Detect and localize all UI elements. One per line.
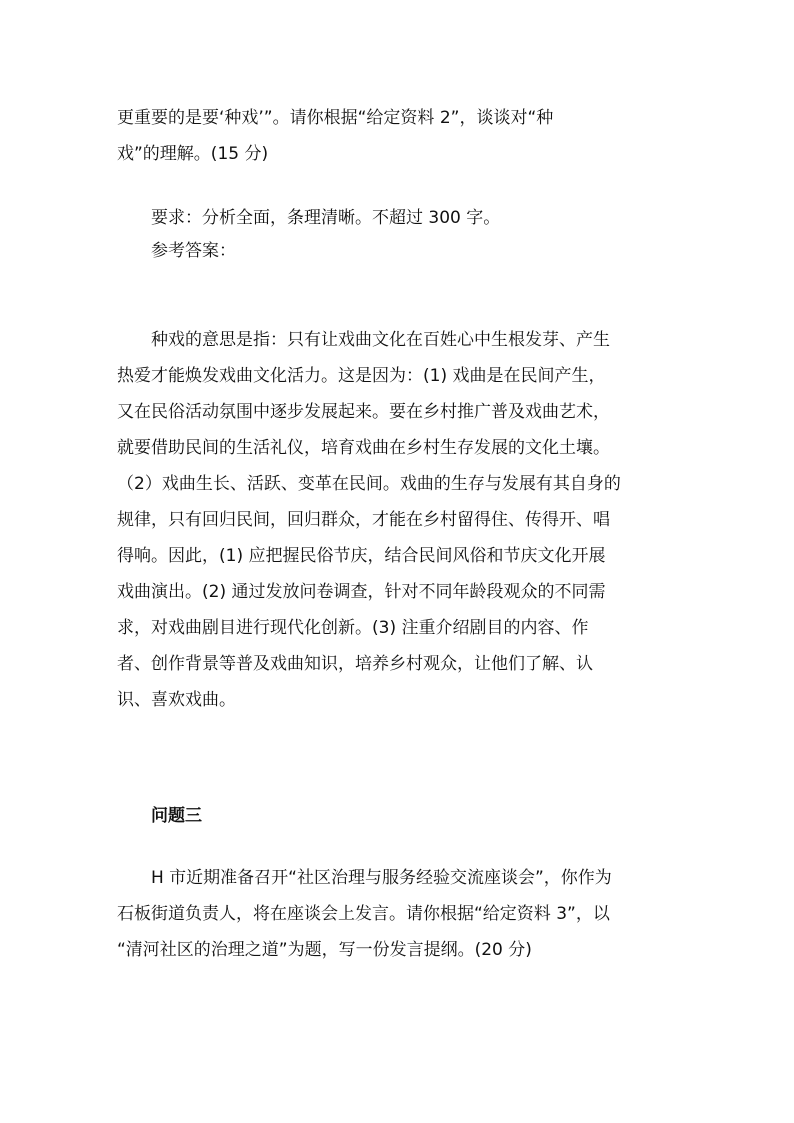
answer-line: 规律，只有回归民间，回归群众，才能在乡村留得住、传得开、唱 <box>117 510 610 530</box>
answer-line: （2）戏曲生长、活跃、变革在民间。戏曲的生存与发展有其自身的 <box>117 474 621 494</box>
answer-line: 又在民俗活动氛围中逐步发展起来。要在乡村推广普及戏曲艺术， <box>117 402 610 422</box>
answer-line: 种戏的意思是指：只有让戏曲文化在百姓心中生根发芽、产生 <box>151 330 610 350</box>
reference-answer-body <box>117 322 679 718</box>
question-two-prompt-line-1: 更重要的是要‘种戏’”。请你根据“给定资料 2”，谈谈对“种 <box>117 108 554 128</box>
question-three-prompt <box>117 860 679 968</box>
question-three-heading-block <box>117 798 679 834</box>
question-two-prompt-line-2: 戏”的理解。(15 分) <box>117 144 269 164</box>
question-two-prompt <box>117 100 679 172</box>
answer-line: 识、喜欢戏曲。 <box>117 690 236 710</box>
question-two-requirement <box>117 200 679 236</box>
answer-line: 热爱才能焕发戏曲文化活力。这是因为：(1) 戏曲是在民间产生， <box>117 366 606 386</box>
answer-line: 戏曲演出。(2) 通过发放问卷调查，针对不同年龄段观众的不同需 <box>117 582 606 602</box>
reference-answer-label: 参考答案： <box>151 241 236 261</box>
question-three-heading: 问题三 <box>151 806 202 826</box>
question-three-prompt-line-3: “清河社区的治理之道”为题，写一份发言提纲。(20 分) <box>117 940 532 960</box>
reference-answer-label-block <box>117 233 679 269</box>
question-three-prompt-line-1: H 市近期准备召开“社区治理与服务经验交流座谈会”，你作为 <box>151 868 612 888</box>
answer-line: 得响。因此，(1) 应把握民俗节庆，结合民间风俗和节庆文化开展 <box>117 546 606 566</box>
question-three-prompt-line-2: 石板街道负责人，将在座谈会上发言。请你根据“给定资料 3”，以 <box>117 904 610 924</box>
answer-line: 求，对戏曲剧目进行现代化创新。(3) 注重介绍剧目的内容、作 <box>117 618 589 638</box>
requirement-text: 要求：分析全面，条理清晰。不超过 300 字。 <box>151 208 501 228</box>
answer-line: 者、创作背景等普及戏曲知识，培养乡村观众，让他们了解、认 <box>117 654 593 674</box>
answer-line: 就要借助民间的生活礼仪，培育戏曲在乡村生存发展的文化土壤。 <box>117 438 610 458</box>
